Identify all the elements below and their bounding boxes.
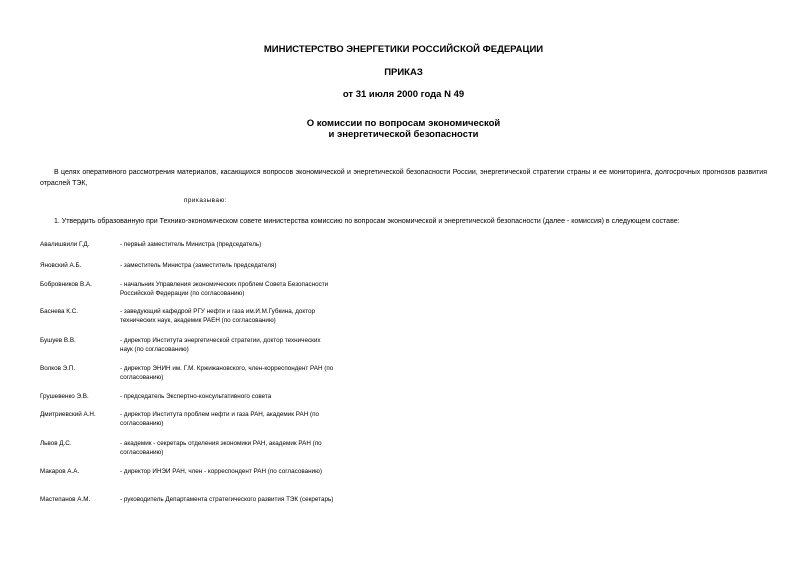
member-role: - заведующий кафедрой РГУ нефти и газа им.И.М.Губкина, доктор технических наук, академик РАЕН (по согласованию) [120, 308, 316, 324]
item-1-paragraph [40, 216, 767, 227]
member-name: Баснева К.С. [40, 308, 79, 315]
preamble-text: В целях оперативного рассмотрения материалов, касающихся вопросов экономической и энергетической безопасности России, энергетической стратегии страны и ее мониторинга, долгосрочных прогнозов развития отраслей ТЭК, [40, 169, 767, 187]
member-role: - первый заместитель Министра (председатель) [120, 241, 262, 248]
member-role: - заместитель Министра (заместитель председателя) [120, 262, 277, 269]
member-name: Бушуев В.В. [40, 337, 76, 344]
member-name: Авалишвили Г.Д. [40, 241, 90, 248]
document-type-heading: ПРИКАЗ [384, 67, 423, 78]
member-name: Мастепанов А.М. [40, 496, 91, 503]
member-name: Бобровников В.А. [40, 281, 92, 288]
title-line-2: и энергетической безопасности [328, 129, 479, 140]
ministry-heading: МИНИСТЕРСТВО ЭНЕРГЕТИКИ РОССИЙСКОЙ ФЕДЕРАЦИИ [263, 44, 544, 55]
member-name: Львов Д.С. [40, 440, 72, 447]
member-role: - председатель Экспертно-консультативного совета [120, 393, 272, 400]
member-role: - начальник Управления экономических проблем Совета Безопасности Российской Федерации (по согласованию) [120, 281, 329, 297]
member-name: Макаров А.А. [40, 468, 80, 475]
date-number-line: от 31 июля 2000 года N 49 [342, 89, 465, 100]
member-name: Волков Э.П. [40, 365, 76, 372]
member-name: Грушевенко Э.В. [40, 393, 89, 400]
item-1-text: 1. Утвердить образованную при Технико-экономическом совете министерства комиссию по вопросам экономической и энергетической безопасности (далее - комиссия) в следующем составе: [54, 218, 680, 225]
preamble-paragraph [40, 167, 767, 189]
member-name: Яновский А.Б. [40, 262, 82, 269]
member-role: - академик - секретарь отделения экономики РАН, академик РАН (по согласованию) [120, 440, 322, 456]
order-word: приказываю: [184, 197, 227, 204]
title-line-1: О комиссии по вопросам экономической [306, 118, 501, 129]
member-role: - директор ИНЭИ РАН, член - корреспондент РАН (по согласованию) [120, 468, 322, 475]
member-role: - директор Института проблем нефти и газа РАН, академик РАН (по согласованию) [120, 411, 320, 427]
member-role: - директор Института энергетической стратегии, доктор технических наук (по согласованию) [120, 337, 321, 353]
member-role: - руководитель Департамента стратегического развития ТЭК (секретарь) [120, 496, 334, 503]
member-name: Дмитриевский А.Н. [40, 411, 96, 418]
member-role: - директор ЭНИН им. Г.М. Кржижановского, член-корреспондент РАН (по согласованию) [120, 365, 334, 381]
